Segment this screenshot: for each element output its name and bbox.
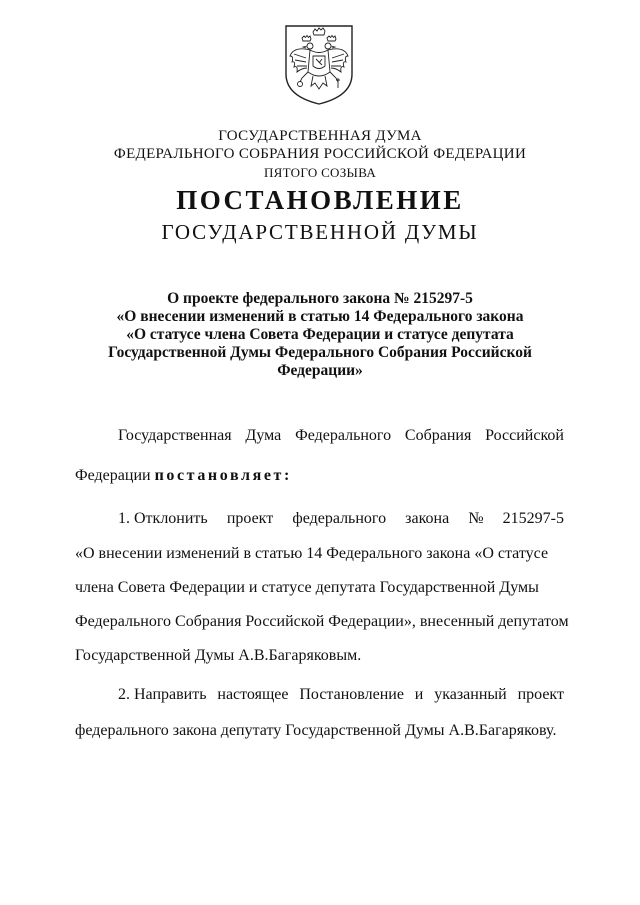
header-line-assembly: ФЕДЕРАЛЬНОГО СОБРАНИЯ РОССИЙСКОЙ ФЕДЕРАЦИИ [113, 146, 527, 162]
subject-line-4: Государственной Думы Федерального Собрания Российской [108, 344, 532, 361]
document-subtitle: ГОСУДАРСТВЕННОЙ ДУМЫ [161, 220, 479, 244]
item-2-word: проект [517, 686, 564, 703]
subject-line-1: О проекте федерального закона № 215297-5 [167, 290, 473, 307]
preamble-line-1 [118, 427, 564, 445]
preamble-word: Федерального [295, 427, 392, 444]
preamble-word: Федерации [75, 467, 151, 484]
decree-word: постановляет: [154, 467, 292, 484]
item-1-word: 1. Отклонить [118, 510, 208, 527]
item-2-word: 2. Направить [118, 686, 207, 703]
item-2-line-2: федерального закона депутату Государственной Думы А.В.Багарякову. [75, 722, 557, 739]
item-1-word: закона [405, 510, 450, 527]
item-2-word: и [414, 686, 424, 703]
item-1-line-3: члена Совета Федерации и статусе депутата Государственной Думы [75, 579, 539, 596]
header-line-duma: ГОСУДАРСТВЕННАЯ ДУМА [218, 128, 422, 144]
item-1-word: федерального [292, 510, 387, 527]
item-1-line-2: «О внесении изменений в статью 14 Федерального закона «О статусе [75, 545, 549, 562]
preamble-word: Российской [485, 427, 564, 444]
document-title: ПОСТАНОВЛЕНИЕ [176, 185, 464, 215]
item-1-word: № [468, 510, 484, 527]
subject-line-3: «О статусе члена Совета Федерации и статусе депутата [126, 326, 514, 343]
item-2-word: Постановление [299, 686, 404, 703]
item-1-word: проект [226, 510, 274, 527]
item-1-line-4: Федерального Собрания Российской Федерации», внесенный депутатом [75, 613, 569, 630]
subject-line-5: Федерации» [277, 362, 363, 379]
item-1-line-5: Государственной Думы А.В.Багаряковым. [75, 647, 362, 664]
item-1-line-1 [118, 510, 564, 528]
preamble-line-2 [75, 467, 292, 485]
item-2-word: настоящее [217, 686, 289, 703]
item-1-word: 215297-5 [502, 510, 564, 527]
item-2-line-1 [118, 686, 564, 704]
preamble-word: Государственная [118, 427, 232, 444]
preamble-word: Дума [245, 427, 282, 444]
coat-of-arms-icon [280, 22, 358, 106]
subject-line-2: «О внесении изменений в статью 14 Федерального закона [116, 308, 524, 325]
preamble-word: Собрания [404, 427, 472, 444]
header-line-convocation: ПЯТОГО СОЗЫВА [263, 165, 377, 180]
item-2-word: указанный [434, 686, 507, 703]
